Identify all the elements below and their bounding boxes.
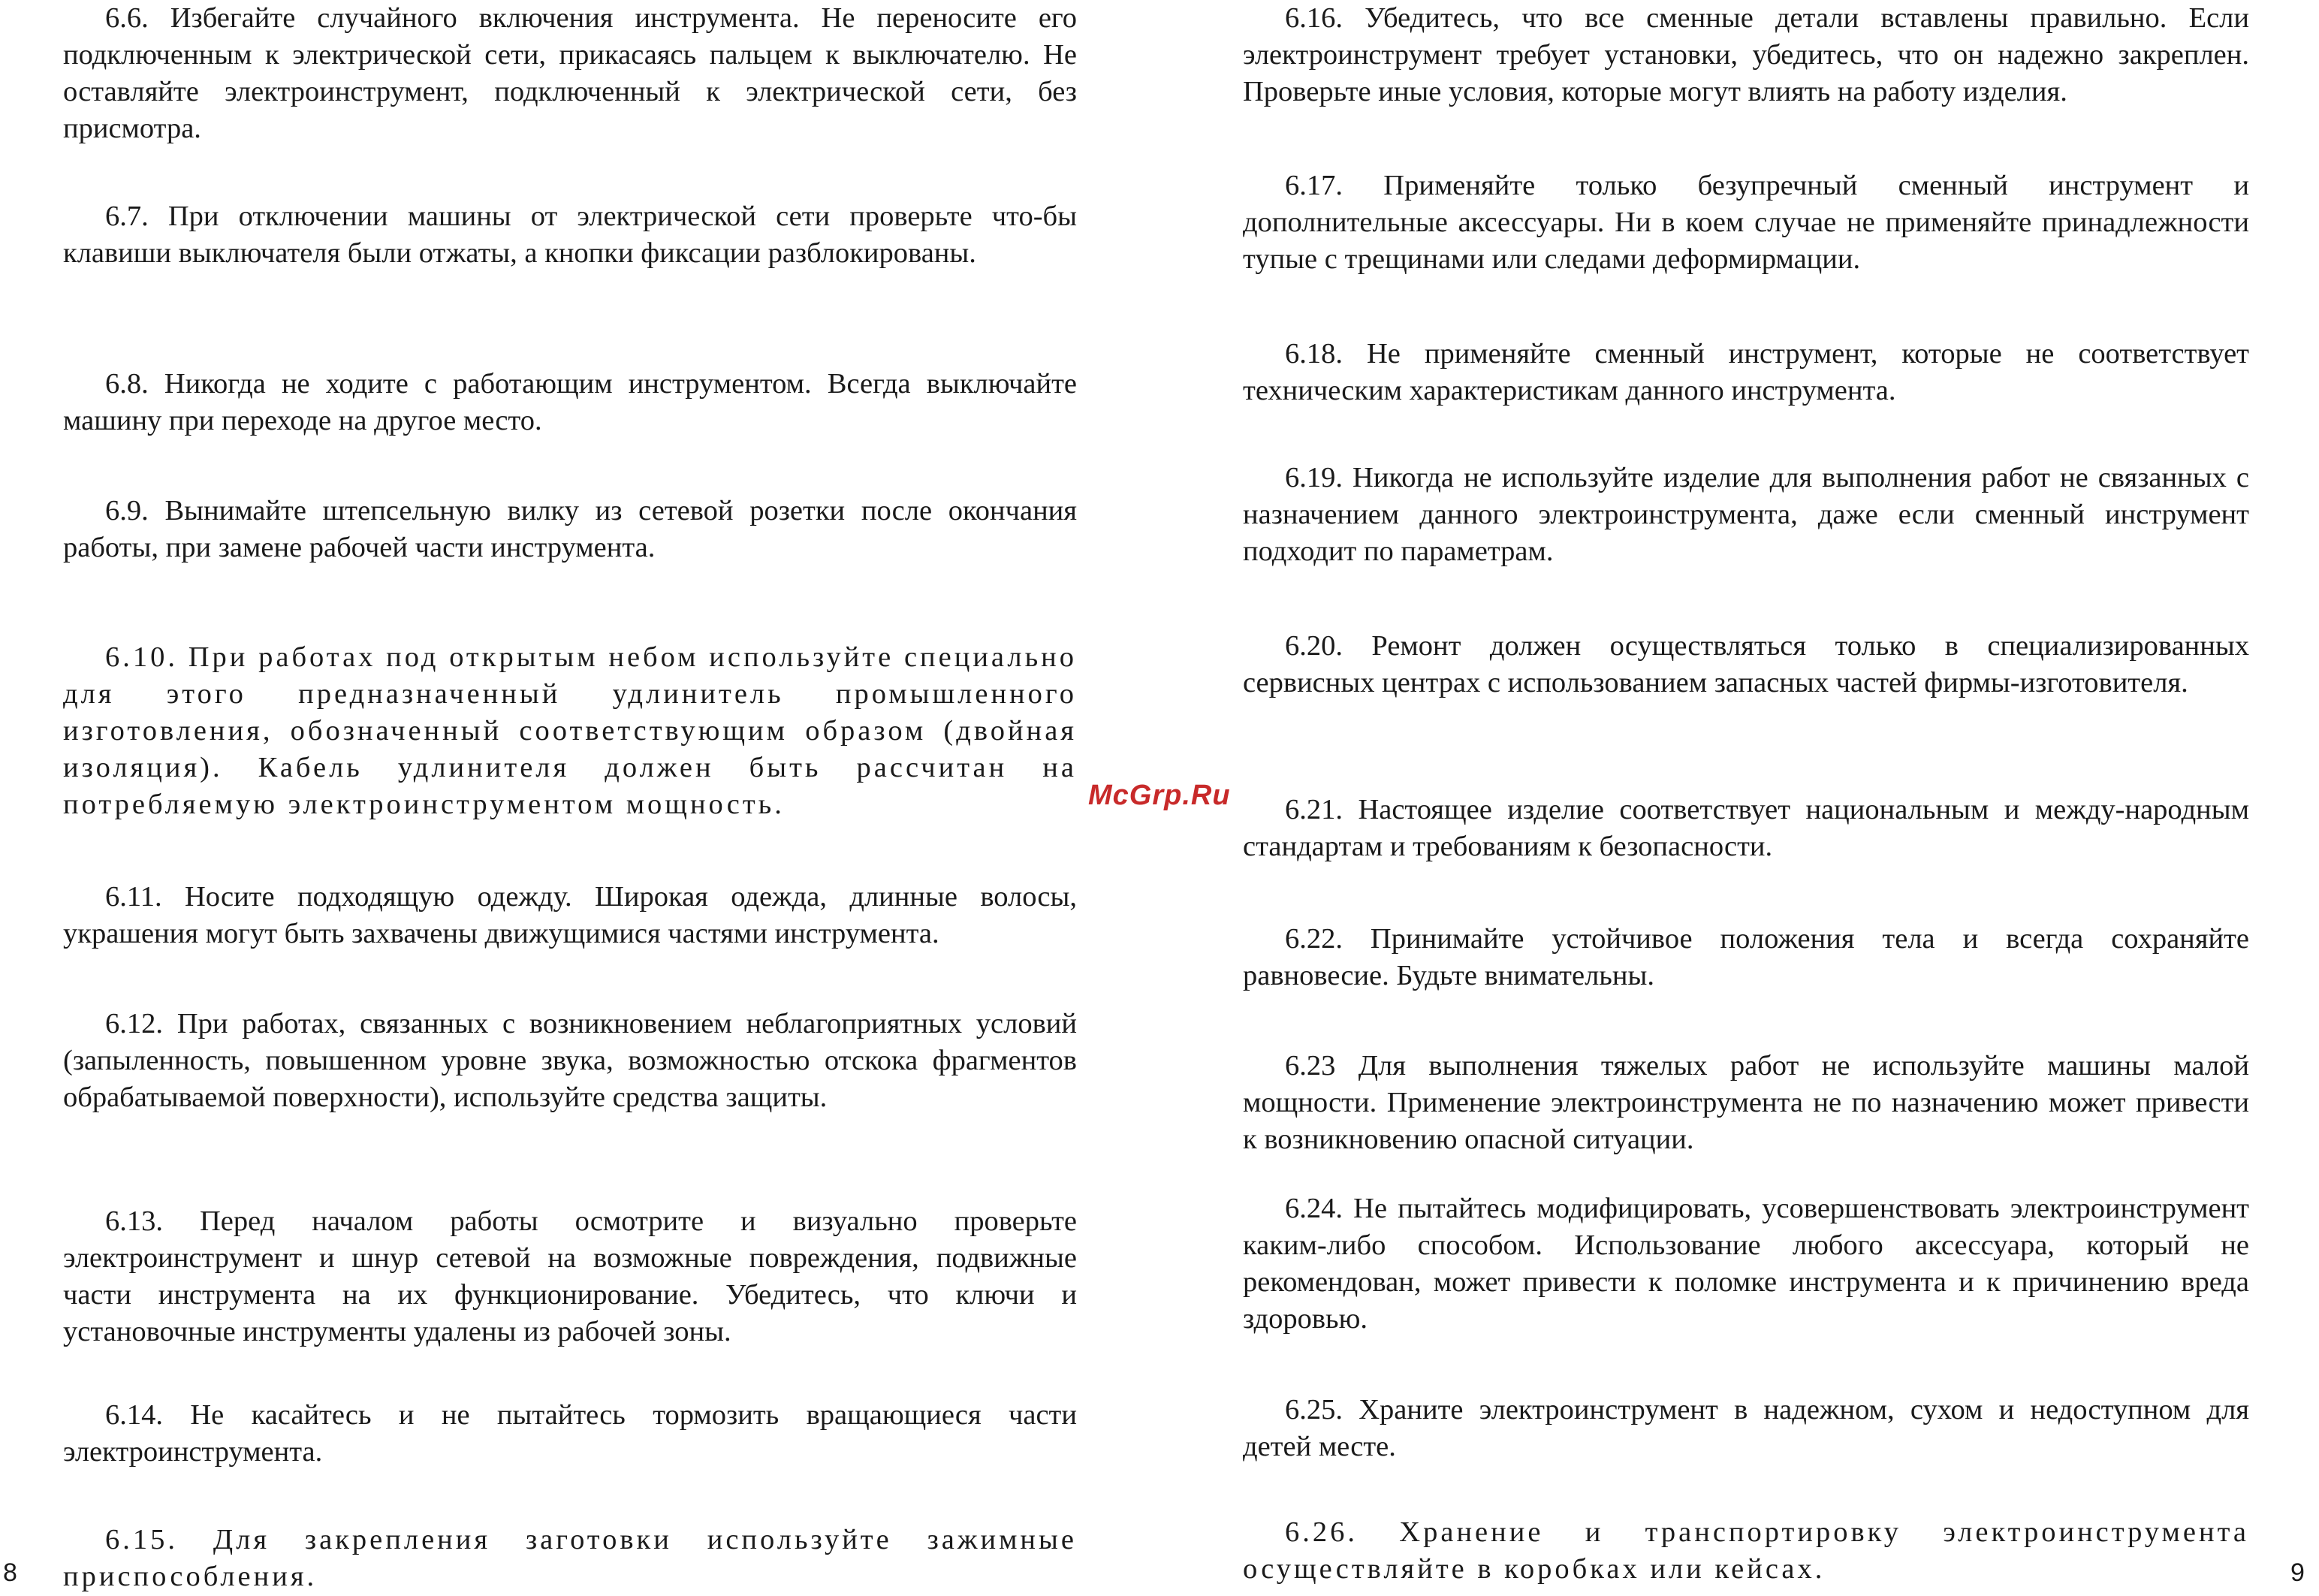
paragraph-6-15: 6.15. Для закрепления заготовки используйте зажимные приспособления.	[63, 1524, 1077, 1592]
paragraph-6-9: 6.9. Вынимайте штепсельную вилку из сетевой розетки после окончания работы, при замене рабочей части инструмента.	[63, 495, 1077, 563]
page-number-left: 8	[3, 1558, 17, 1587]
watermark-logo: McGrp.Ru	[1088, 780, 1231, 811]
paragraph-6-25: 6.25. Храните электроинструмент в надежном, сухом и недоступном для детей месте.	[1243, 1394, 2249, 1462]
paragraph-6-10: 6.10. При работах под открытым небом используйте специально для этого предназначенный удлинитель промышленного изготовления, обозначенный соответствующим образом (двойная изоляция). Кабель удлинителя должен быть рассчитан на потребляемую электроинструментом мощность.	[63, 641, 1077, 820]
paragraph-6-12: 6.12. При работах, связанных с возникновением неблагоприятных условий (запыленность, повышенном уровне звука, возможностью отскока фрагментов обрабатываемой поверхности), используйте средства защиты.	[63, 1008, 1077, 1113]
paragraph-6-14: 6.14. Не касайтесь и не пытайтесь тормозить вращающиеся части электроинструмента.	[63, 1399, 1077, 1468]
paragraph-6-20: 6.20. Ремонт должен осуществляться только в специализированных сервисных центрах с использованием запасных частей фирмы-изготовителя.	[1243, 630, 2249, 698]
paragraph-6-19: 6.19. Никогда не используйте изделие для выполнения работ не связанных с назначением данного электроинструмента, даже если сменный инструмент подходит по параметрам.	[1243, 462, 2249, 567]
paragraph-6-24: 6.24. Не пытайтесь модифицировать, усовершенствовать электроинструмент каким-либо способом. Использование любого аксессуара, который не рекомендован, может привести к поломке инструмента и к причинению вреда здоровью.	[1243, 1193, 2249, 1335]
paragraph-6-11: 6.11. Носите подходящую одежду. Широкая одежда, длинные волосы, украшения могут быть захвачены движущимися частями инструмента.	[63, 881, 1077, 949]
paragraph-6-8: 6.8. Никогда не ходите с работающим инструментом. Всегда выключайте машину при переходе на другое место.	[63, 368, 1077, 436]
paragraph-6-16: 6.16. Убедитесь, что все сменные детали вставлены правильно. Если электроинструмент требует установки, убедитесь, что он надежно закреплен. Проверьте иные условия, которые могут влиять на работу изделия.	[1243, 2, 2249, 107]
page-number-right: 9	[2290, 1558, 2305, 1587]
paragraph-6-21: 6.21. Настоящее изделие соответствует национальным и между-народным стандартам и требованиям к безопасности.	[1243, 794, 2249, 862]
paragraph-6-13: 6.13. Перед началом работы осмотрите и визуально проверьте электроинструмент и шнур сетевой на возможные повреждения, подвижные части инструмента на их функционирование. Убедитесь, что ключи и установочные инструменты удалены из рабочей зоны.	[63, 1205, 1077, 1347]
paragraph-6-18: 6.18. Не применяйте сменный инструмент, которые не соответствует техническим характеристикам данного инструмента.	[1243, 338, 2249, 406]
paragraph-6-6: 6.6. Избегайте случайного включения инструмента. Не переносите его подключенным к электрической сети, прикасаясь пальцем к выключателю. Не оставляйте электроинструмент, подключенный к электрической сети, без присмотра.	[63, 2, 1077, 144]
paragraph-6-22: 6.22. Принимайте устойчивое положения тела и всегда сохраняйте равновесие. Будьте внимательны.	[1243, 923, 2249, 991]
paragraph-6-26: 6.26. Хранение и транспортировку электроинструмента осуществляйте в коробках или кейсах.	[1243, 1516, 2249, 1585]
paragraph-6-17: 6.17. Применяйте только безупречный сменный инструмент и дополнительные аксессуары. Ни в коем случае не применяйте принадлежности тупые с трещинами или следами деформирмации.	[1243, 170, 2249, 275]
paragraph-6-23: 6.23 Для выполнения тяжелых работ не используйте машины малой мощности. Применение электроинструмента не по назначению может привести к возникновению опасной ситуации.	[1243, 1050, 2249, 1155]
paragraph-6-7: 6.7. При отключении машины от электрической сети проверьте что-бы клавиши выключателя были отжаты, а кнопки фиксации разблокированы.	[63, 201, 1077, 269]
